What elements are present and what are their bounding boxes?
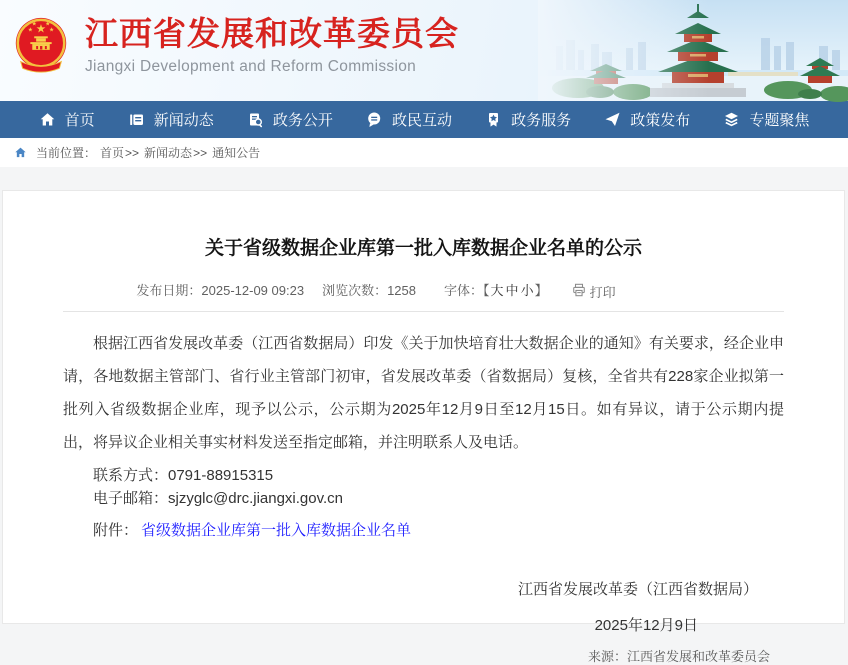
art-fade-overlay xyxy=(538,0,709,101)
breadcrumb-link-news[interactable]: 新闻动态 xyxy=(144,146,193,160)
breadcrumb-link-home[interactable]: 首页 xyxy=(100,146,125,160)
nav-item-label: 首页 xyxy=(64,112,95,129)
badge-star-icon xyxy=(485,111,502,128)
svg-text:★: ★ xyxy=(49,27,55,34)
news-icon xyxy=(128,111,145,128)
document-search-icon xyxy=(247,111,264,128)
nav-item-label: 新闻动态 xyxy=(153,112,214,129)
svg-text:★: ★ xyxy=(35,22,47,36)
views-value: 1258 xyxy=(387,283,416,298)
contact-line: 联系方式：0791-88915315 xyxy=(93,467,274,485)
nav-item-label: 政策发布 xyxy=(630,112,691,129)
nav-item-label: 政民互动 xyxy=(391,112,452,129)
main-nav xyxy=(0,101,848,138)
attachment-label: 附件： xyxy=(93,522,139,540)
china-national-emblem-icon xyxy=(10,13,72,79)
font-size-medium-button[interactable]: 中 xyxy=(505,283,519,298)
print-label: 打印 xyxy=(589,285,616,301)
site-title: 江西省发展和改革委员会 xyxy=(85,15,459,53)
font-bracket-open: 【 xyxy=(483,283,490,298)
brand-block xyxy=(10,13,459,79)
svg-text:★: ★ xyxy=(45,21,51,28)
site-titles xyxy=(85,16,459,75)
breadcrumb xyxy=(0,138,848,167)
printer-icon xyxy=(572,283,586,300)
nav-item-label: 政务服务 xyxy=(511,112,572,129)
nav-item-news[interactable] xyxy=(128,109,214,130)
nav-item-label: 专题聚焦 xyxy=(749,112,810,129)
nav-item-services[interactable] xyxy=(485,109,571,130)
header-scenery-art xyxy=(538,0,848,101)
svg-text:★: ★ xyxy=(27,27,33,34)
article-meta xyxy=(63,280,784,301)
font-size-large-button[interactable]: 大 xyxy=(490,283,504,298)
signature-org: 江西省发展改革委（江西省数据局） xyxy=(517,581,758,599)
home-icon xyxy=(14,146,36,159)
nav-item-topics[interactable] xyxy=(723,109,809,130)
font-size-label: 字体： xyxy=(444,283,484,298)
breadcrumb-separator: >> xyxy=(193,145,208,160)
article-card xyxy=(2,190,845,665)
attachment-link[interactable]: 省级数据企业库第一批入库数据企业名单 xyxy=(141,522,412,540)
paper-plane-icon xyxy=(604,111,621,128)
source-line: 来源：江西省发展和改革委员会 xyxy=(587,649,770,665)
signature-date: 2025年12月9日 xyxy=(594,617,698,635)
nav-item-interaction[interactable] xyxy=(366,109,452,130)
site-subtitle-en: Jiangxi Development and Reform Commission xyxy=(85,57,417,75)
nav-item-policy[interactable] xyxy=(604,109,690,130)
views-label: 浏览次数： xyxy=(322,283,388,298)
publish-date-label: 发布日期： xyxy=(136,283,202,298)
speech-bubble-icon xyxy=(366,111,383,128)
article-paragraph: 根据江西省发展改革委（江西省数据局）印发《关于加快培育壮大数据企业的通知》有关要求，经企业申请，各地数据主管部门、省行业主管部门初审，省发展改革委（省数据局）复核，全省共有228家企业拟第一批列入省级数据企业库，现予以公示，公示期为2025年12月9日至12月15日。如有异议，请于公示期内提出，将异议企业相关事实材料发送至指定邮箱，并注明联系人及电话。 xyxy=(63,335,784,452)
publish-date-value: 2025-12-09 09:23 xyxy=(201,283,305,298)
meta-divider xyxy=(63,311,784,312)
attachment-line xyxy=(63,519,784,543)
font-size-small-button[interactable]: 小 xyxy=(520,283,534,298)
nav-item-disclosure[interactable] xyxy=(247,109,333,130)
nav-item-home[interactable] xyxy=(39,109,95,130)
layers-icon xyxy=(723,111,740,128)
svg-text:★: ★ xyxy=(31,21,37,28)
breadcrumb-prefix: 当前位置： xyxy=(36,146,97,160)
breadcrumb-separator: >> xyxy=(125,145,140,160)
home-icon xyxy=(39,111,56,128)
email-line: 电子邮箱：sjzyglc@drc.jiangxi.gov.cn xyxy=(93,490,344,508)
article-title: 关于省级数据企业库第一批入库数据企业名单的公示 xyxy=(204,238,642,259)
site-header xyxy=(0,0,848,101)
nav-item-label: 政务公开 xyxy=(272,112,333,129)
font-bracket-close: 】 xyxy=(534,283,548,298)
print-button[interactable] xyxy=(572,282,616,301)
breadcrumb-link-notices[interactable]: 通知公告 xyxy=(212,146,261,160)
